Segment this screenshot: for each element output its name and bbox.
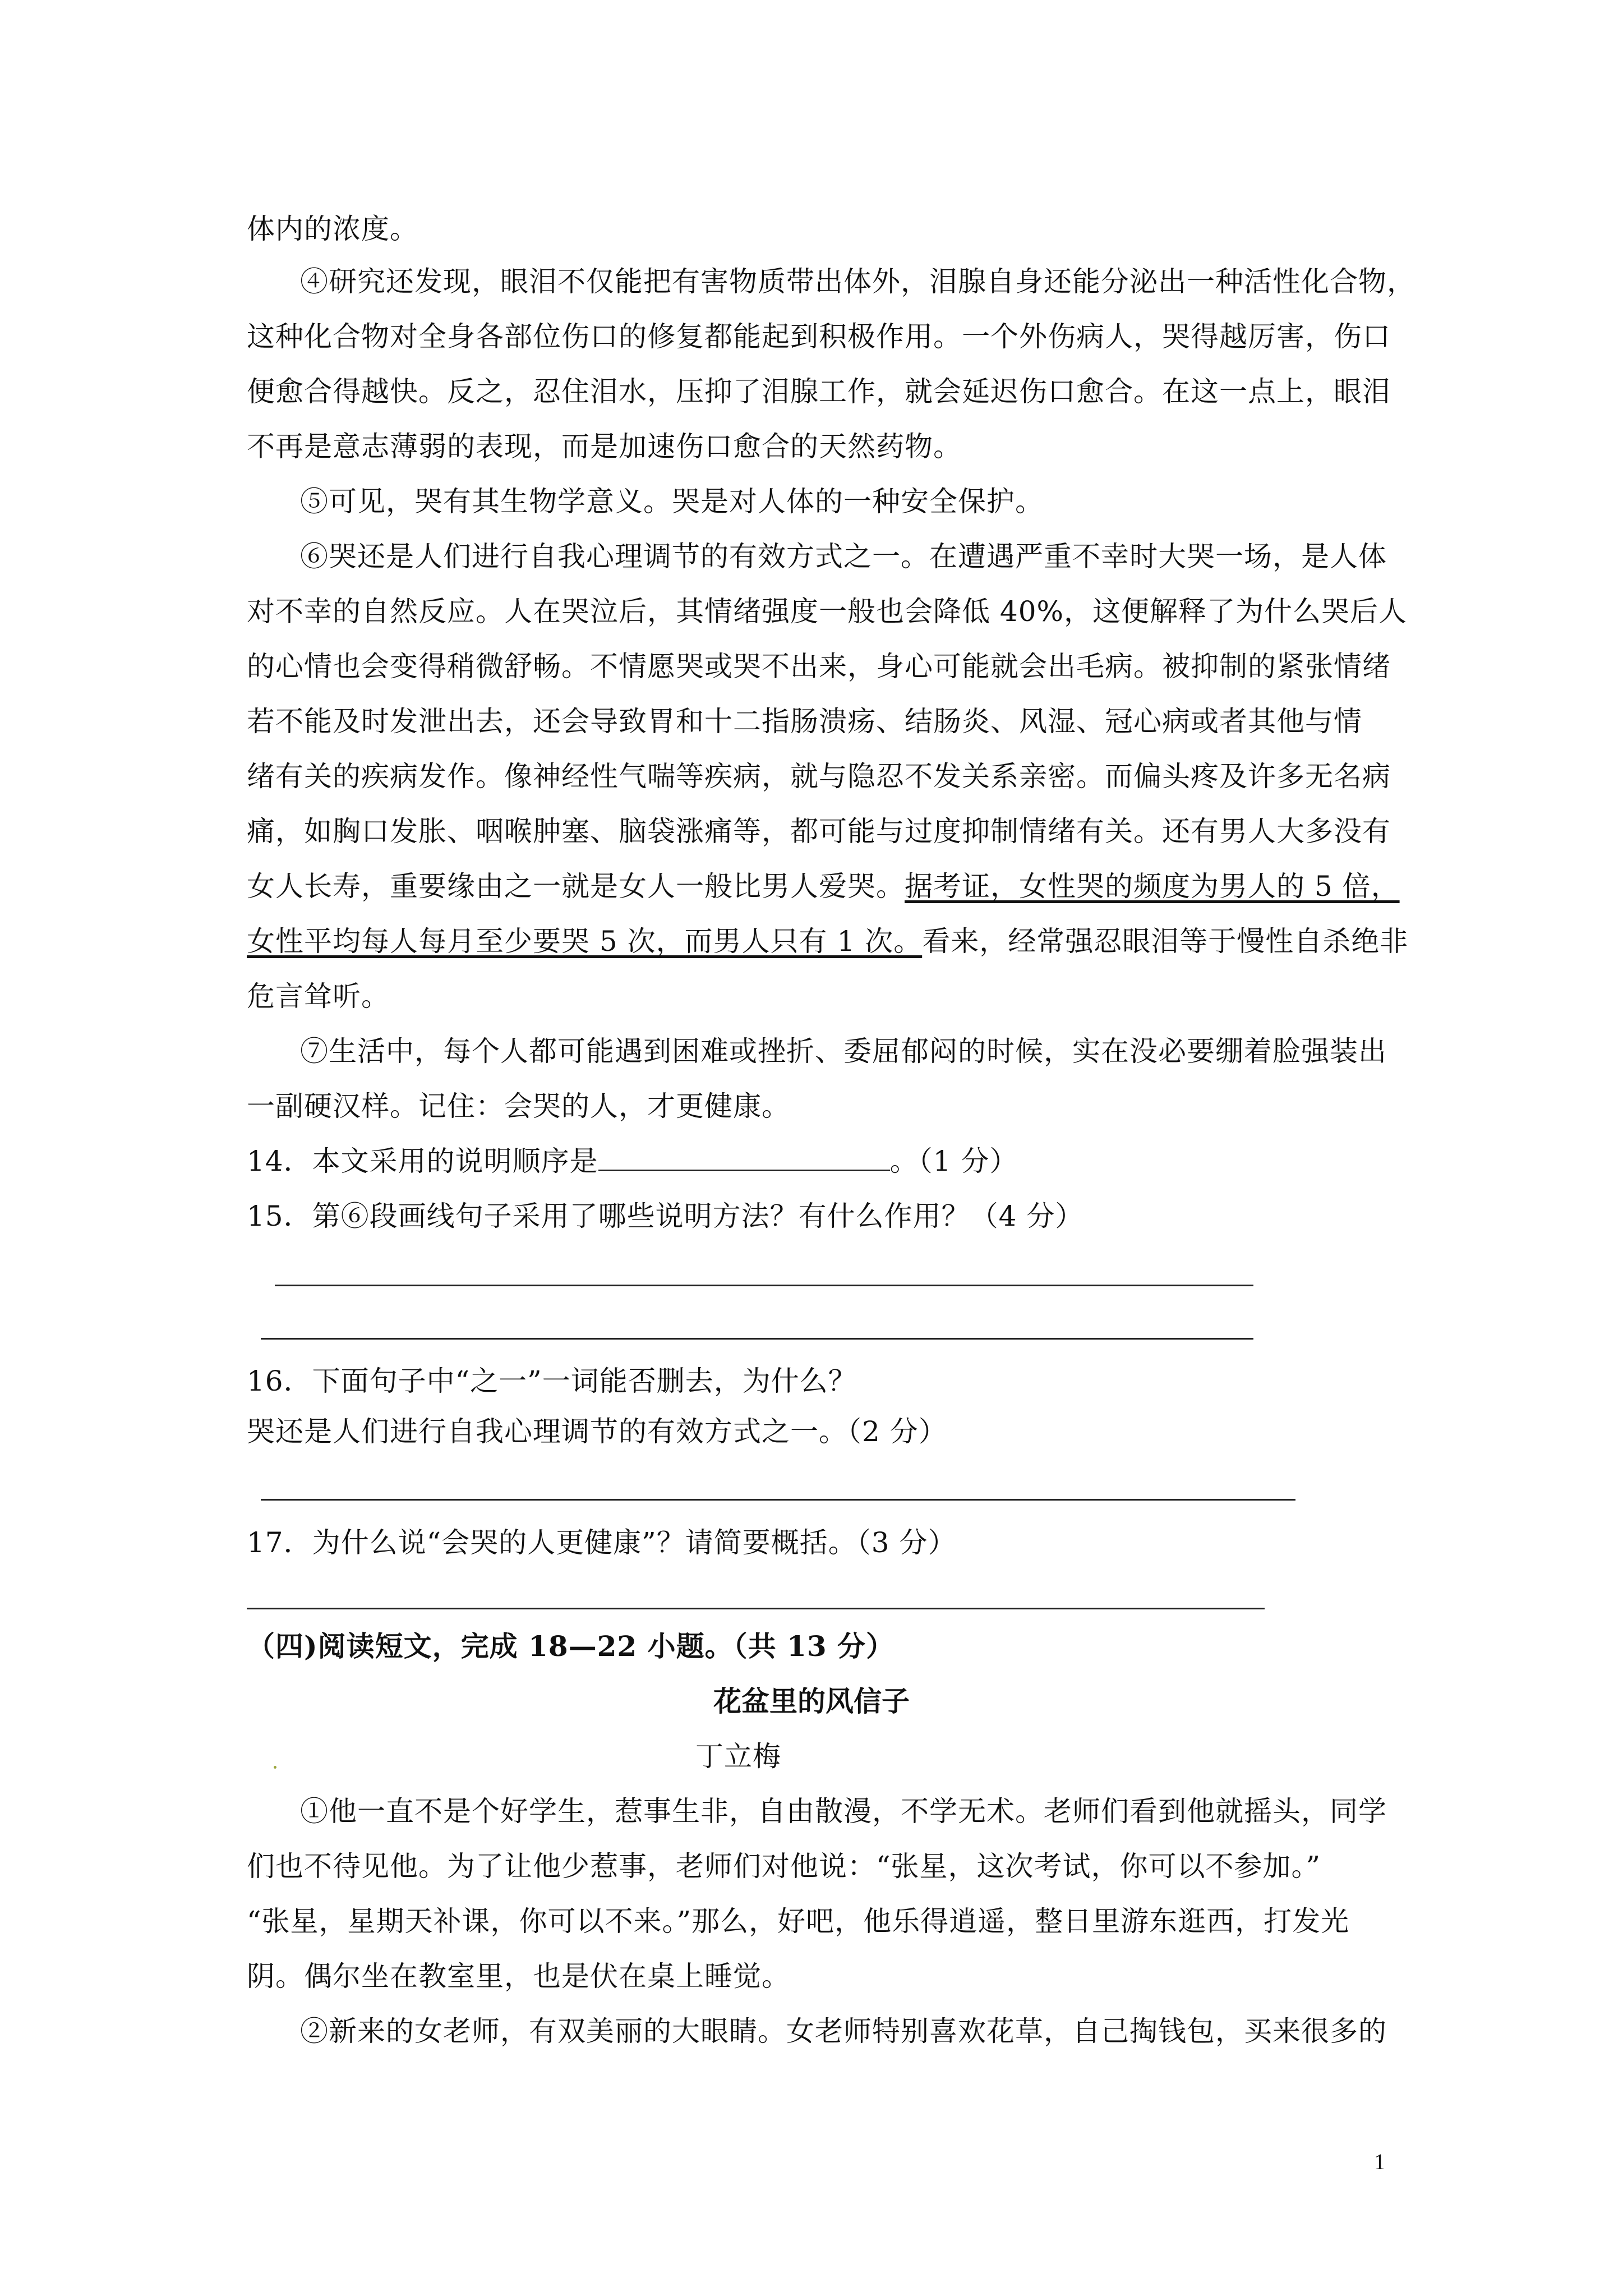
answer-line-16[interactable] xyxy=(261,1499,1295,1501)
paragraph-6-text: 看来，经常强忍眼泪等于慢性自杀绝非 xyxy=(922,925,1409,958)
answer-line-15a[interactable] xyxy=(275,1285,1253,1286)
paragraph-7-line: ⑦生活中，每个人都可能遇到困难或挫折、委屈郁闷的时候，实在没必要绷着脸强装出 xyxy=(300,1035,1387,1068)
answer-line-17[interactable] xyxy=(247,1608,1265,1609)
question-15: 15．第⑥段画线句子采用了哪些说明方法？有什么作用？（4 分） xyxy=(247,1200,1084,1232)
paragraph-3-end: 体内的浓度。 xyxy=(247,213,418,245)
story-paragraph-1-line: ①他一直不是个好学生，惹事生非，自由散漫，不学无术。老师们看到他就摇头，同学 xyxy=(300,1795,1387,1828)
paragraph-6-line xyxy=(247,869,1400,903)
paragraph-6-line: ⑥哭还是人们进行自我心理调节的有效方式之一。在遭遇严重不幸时大哭一场，是人体 xyxy=(300,540,1387,573)
paragraph-6-line: 绪有关的疾病发作。像神经性气喘等疾病，就与隐忍不发关系亲密。而偏头疼及许多无名病 xyxy=(247,760,1391,793)
story-paragraph-1-line: 们也不待见他。为了让他少惹事，老师们对他说：“张星，这次考试，你可以不参加。” xyxy=(247,1850,1321,1883)
section-4-heading: （四)阅读短文，完成 18—22 小题。（共 13 分） xyxy=(247,1630,895,1663)
story-author: 丁立梅 xyxy=(695,1740,781,1773)
paragraph-6-line: 痛，如胸口发胀、咽喉肿塞、脑袋涨痛等，都可能与过度抑制情绪有关。还有男人大多没有 xyxy=(247,815,1391,848)
underlined-sentence: 据考证，女性哭的频度为男人的 5 倍， xyxy=(905,870,1400,903)
answer-blank-14[interactable] xyxy=(598,1145,890,1171)
question-16: 16．下面句子中“之一”一词能否删去，为什么？ xyxy=(247,1365,857,1397)
story-paragraph-1-line: 阴。偶尔坐在教室里，也是伏在桌上睡觉。 xyxy=(247,1960,790,1993)
story-paragraph-1-line: “张星，星期天补课，你可以不来。”那么，好吧，他乐得逍遥，整日里游东逛西，打发光 xyxy=(247,1905,1350,1938)
page-number: 1 xyxy=(1374,2149,1385,2174)
paragraph-6-line: 若不能及时发泄出去，还会导致胃和十二指肠溃疡、结肠炎、风湿、冠心病或者其他与情 xyxy=(247,705,1362,738)
paragraph-4-line: 便愈合得越快。反之，忍住泪水，压抑了泪腺工作，就会延迟伤口愈合。在这一点上，眼泪 xyxy=(247,375,1391,408)
paragraph-7-line: 一副硬汉样。记住：会哭的人，才更健康。 xyxy=(247,1090,790,1122)
question-14-score: 。（1 分） xyxy=(889,1145,1018,1177)
stray-mark xyxy=(274,1766,276,1769)
paragraph-6-text: 女人长寿，重要缘由之一就是女人一般比男人爱哭。 xyxy=(247,870,905,903)
paragraph-6-line: 危言耸听。 xyxy=(247,980,390,1013)
paragraph-6-line: 对不幸的自然反应。人在哭泣后，其情绪强度一般也会降低 40%，这便解释了为什么哭后人 xyxy=(247,595,1408,628)
paragraph-6-line: 的心情也会变得稍微舒畅。不情愿哭或哭不出来，身心可能就会出毛病。被抑制的紧张情绪 xyxy=(247,650,1391,683)
paragraph-4-line: ④研究还发现，眼泪不仅能把有害物质带出体外，泪腺自身还能分泌出一种活性化合物， xyxy=(300,265,1415,298)
paragraph-5: ⑤可见，哭有其生物学意义。哭是对人体的一种安全保护。 xyxy=(300,485,1044,518)
answer-line-15b[interactable] xyxy=(261,1338,1253,1340)
paragraph-4-line: 这种化合物对全身各部位伤口的修复都能起到积极作用。一个外伤病人，哭得越厉害，伤口 xyxy=(247,320,1391,353)
question-17: 17．为什么说“会哭的人更健康”？请简要概括。（3 分） xyxy=(247,1526,957,1559)
story-title: 花盆里的风信子 xyxy=(713,1685,910,1718)
story-paragraph-2-line: ②新来的女老师，有双美丽的大眼睛。女老师特别喜欢花草，自己掏钱包，买来很多的 xyxy=(300,2015,1387,2047)
question-16-sentence: 哭还是人们进行自我心理调节的有效方式之一。（2 分） xyxy=(247,1415,947,1448)
question-14-text: 14．本文采用的说明顺序是 xyxy=(247,1145,598,1177)
question-14 xyxy=(247,1144,1018,1178)
underlined-sentence: 女性平均每人每月至少要哭 5 次，而男人只有 1 次。 xyxy=(247,925,923,958)
paragraph-6-line xyxy=(247,924,1408,958)
paragraph-4-line: 不再是意志薄弱的表现，而是加速伤口愈合的天然药物。 xyxy=(247,430,962,463)
